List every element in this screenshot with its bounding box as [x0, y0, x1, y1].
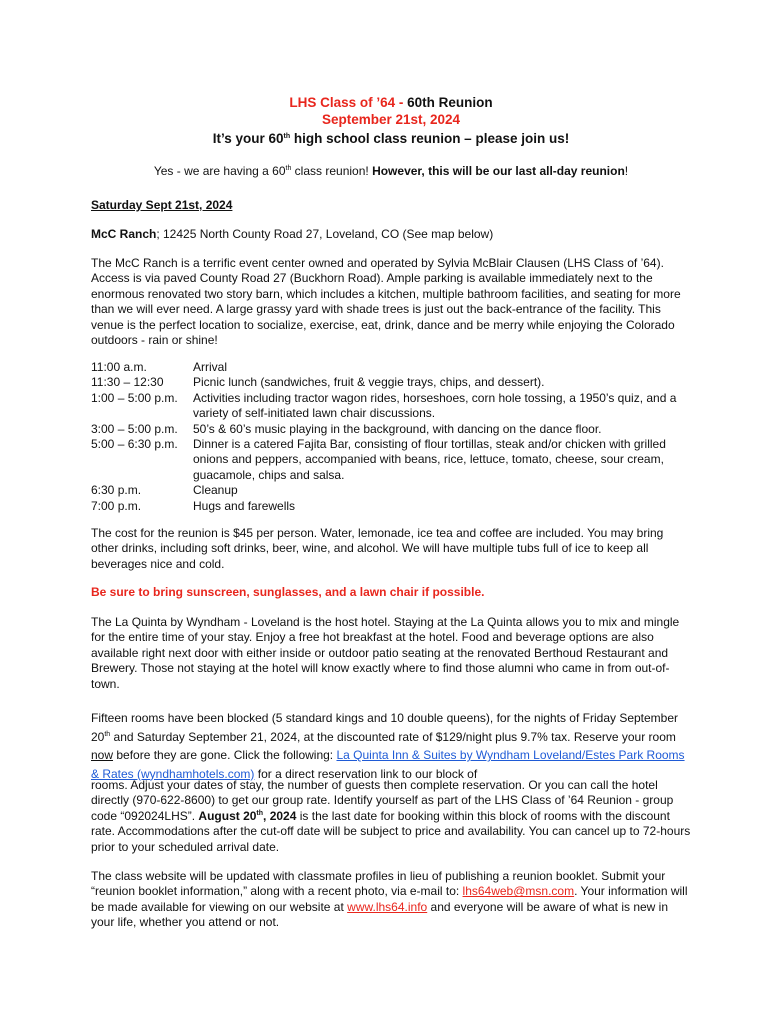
reminder-text: Be sure to bring sunscreen, sunglasses, and a lawn chair if possible.	[91, 585, 485, 599]
schedule-item: 7:00 p.m. Hugs and farewells	[91, 498, 296, 513]
schedule-item: 1:00 – 5:00 p.m. Activities including tractor wagon rides, horseshoes, corn hole tossing, a 1950’s quiz, and a variety of self-initiated lawn chair discussions.	[91, 390, 677, 421]
event-date: September 21st, 2024	[321, 112, 461, 127]
website-link[interactable]: www.lhs64.info	[347, 899, 428, 914]
title-class-text: LHS Class of ’64 -	[289, 95, 408, 110]
schedule-item: 11:00 a.m. Arrival	[91, 360, 228, 374]
page-title	[91, 95, 691, 110]
schedule-item: 5:00 – 6:30 p.m. Dinner is a catered Fajita Bar, consisting of flour tortillas, steak and/or chicken with grilled onions and peppers, accompanied with beans, rice, lettuce, tomato, cheese, sour cream, guacamole, chips and salsa.	[91, 437, 666, 482]
hotel-reservation-link[interactable]: La Quinta Inn & Suites by Wyndham Loveland/Estes Park Rooms & Rates (wyndhamhotels.com)	[91, 748, 685, 781]
tagline: It’s your 60th high school class reunion – please join us!	[212, 131, 570, 146]
schedule-list	[91, 360, 691, 514]
intro-paragraph: Yes - we are having a 60th class reunion! However, this will be our last all-day reunion!	[153, 164, 629, 178]
hotel-paragraph: The La Quinta by Wyndham - Loveland is the host hotel. Staying at the La Quinta allows you to mix and mingle for the entire time of your stay. Enjoy a free hot breakfast at the hotel. Food and beverage options are also available right next door with either inside or outdoor patio seating at the renovated Berthoud Restaurant and Brewery. Those not staying at the hotel will know exactly where to find those alumni who came in from out-of-town.	[91, 615, 680, 691]
rooms-paragraph-continued: rooms. Adjust your dates of stay, the number of guests then complete reservation. Or you can call the hotel directly (970-622-8600) to get our group rate. Identify yourself as part of the LHS Class of ’64 Reunion - group code “092024LHS”. August 20th, 2024 is the last date for booking within this block of rooms with the discount rate. Accommodations after the cut-off date will be subject to price and availability. You can cancel up to 72-hours prior to your scheduled arrival date.	[91, 778, 691, 854]
day-heading: Saturday Sept 21st, 2024	[91, 198, 233, 212]
venue-description: The McC Ranch is a terrific event center owned and operated by Sylvia McBlair Clausen (LHS Class of ’64). Access is via paved County Road 27 (Buckhorn Road). Ample parking is available immediately next to the enormous renovated two story barn, which includes a kitchen, multiple bathroom facilities, and seating for more than we will ever need. A large grassy yard with shade trees is just out the back-entrance of the facility. This venue is the perfect location to socialize, exercise, eat, drink, dance and be merry while enjoying the Colorado outdoors - rain or shine!	[91, 256, 681, 348]
website-paragraph: The class website will be updated with classmate profiles in lieu of publishing a reunion booklet. Submit your “reunion booklet information,” along with a recent photo, via e-mail to: lhs64web@msn.com. Your information will be made available for viewing on our website at www.lhs64.info and everyone will be aware of what is new in your life, whether you attend or not.	[91, 869, 688, 930]
cost-paragraph: The cost for the reunion is $45 per person. Water, lemonade, ice tea and coffee are included. You may bring other drinks, including soft drinks, beer, wine, and alcohol. We will have multiple tubs full of ice to keep all beverages nice and cold.	[91, 526, 664, 571]
email-link[interactable]: lhs64web@msn.com	[462, 884, 575, 899]
venue-name: McC Ranch	[91, 227, 157, 241]
venue-line	[91, 227, 691, 242]
schedule-item: 11:30 – 12:30 Picnic lunch (sandwiches, fruit & veggie trays, chips, and dessert).	[91, 375, 545, 390]
schedule-item: 3:00 – 5:00 p.m. 50’s & 60’s music playing in the background, with dancing on the dance floor.	[91, 421, 602, 436]
schedule-item: 6:30 p.m. Cleanup	[91, 483, 238, 498]
title-reunion-text: 60th Reunion	[407, 95, 493, 110]
rooms-paragraph: Fifteen rooms have been blocked (5 standard kings and 10 double queens), for the nights of Friday September 20th and Saturday September 21, 2024, at the discounted rate of $129/night plus 9.7% tax. Reserve your room now before they are gone. Click the following: La Quinta Inn & Suites by Wyndham Loveland/Estes Park Rooms & Rates (wyndhamhotels.com) for a direct reservation link to our block of	[91, 711, 685, 781]
venue-address: ; 12425 North County Road 27, Loveland, CO (See map below)	[156, 227, 494, 241]
